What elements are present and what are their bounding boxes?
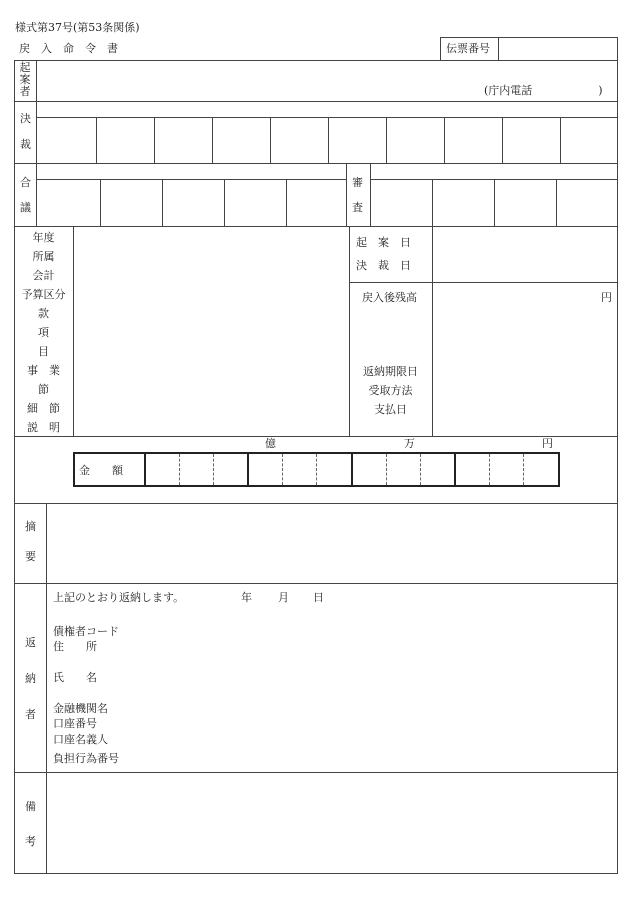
approval-label-bottom: 裁 (20, 138, 31, 151)
repayer-label-2: 納 (25, 672, 36, 685)
repayer-label-1: 返 (25, 636, 36, 649)
budget-item: 会計 (32, 269, 55, 282)
consult-label-bottom: 議 (20, 201, 31, 214)
approval-label-top: 決 (20, 112, 31, 125)
phone-label: (庁内電話 ) (484, 84, 603, 97)
deadline-items (349, 362, 432, 419)
voucher-number-label: 伝票番号 (446, 42, 490, 55)
amount-label: 金 額 (79, 464, 123, 477)
balance-yen-unit: 円 (601, 291, 612, 304)
deadline-item: 返納期限日 (363, 365, 418, 378)
remarks-label-top: 備 (25, 800, 36, 813)
form-number: 様式第37号(第53条関係) (15, 21, 140, 34)
creditor-code-label: 債権者コード (53, 625, 119, 638)
budget-item: 項 (38, 326, 49, 339)
budget-item: 款 (38, 307, 49, 320)
form-title: 戻 入 命 令 書 (19, 42, 118, 55)
budget-item: 事 業 (27, 364, 60, 377)
deadline-item: 支払日 (374, 403, 407, 416)
amount-unit-oku: 億 (265, 437, 276, 450)
decision-date-label: 決 裁 日 (356, 259, 411, 272)
address-label: 住 所 (53, 640, 97, 653)
repayer-label-3: 者 (25, 708, 36, 721)
budget-items (14, 228, 73, 437)
amount-unit-yen: 円 (542, 437, 553, 450)
budget-item: 年度 (32, 231, 55, 244)
date-day: 日 (313, 591, 324, 604)
drafter-label: 起案者 (19, 61, 31, 98)
review-label-top: 審 (352, 176, 363, 189)
repayment-statement: 上記のとおり返納します。 (53, 591, 185, 604)
date-month: 月 (278, 591, 289, 604)
date-year: 年 (241, 591, 252, 604)
account-holder-label: 口座名義人 (53, 733, 108, 746)
budget-item: 説 明 (27, 421, 60, 434)
bank-name-label: 金融機関名 (53, 702, 108, 715)
budget-item: 所属 (32, 250, 55, 263)
budget-item: 節 (38, 383, 49, 396)
budget-item: 予算区分 (21, 288, 66, 301)
balance-label: 戻入後残高 (362, 291, 417, 304)
draft-date-label: 起 案 日 (356, 236, 411, 249)
deadline-item: 受取方法 (368, 384, 413, 397)
account-number-label: 口座番号 (53, 717, 97, 730)
review-label-bottom: 査 (352, 201, 363, 214)
budget-item: 細 節 (27, 402, 60, 415)
consult-label-top: 合 (20, 176, 31, 189)
name-label: 氏 名 (53, 671, 97, 684)
amount-unit-man: 万 (404, 437, 415, 450)
remarks-label-bottom: 考 (25, 835, 36, 848)
budget-item: 目 (38, 345, 49, 358)
summary-label-bottom: 要 (25, 550, 36, 563)
summary-label-top: 摘 (25, 520, 36, 533)
commitment-number-label: 負担行為番号 (53, 752, 119, 765)
